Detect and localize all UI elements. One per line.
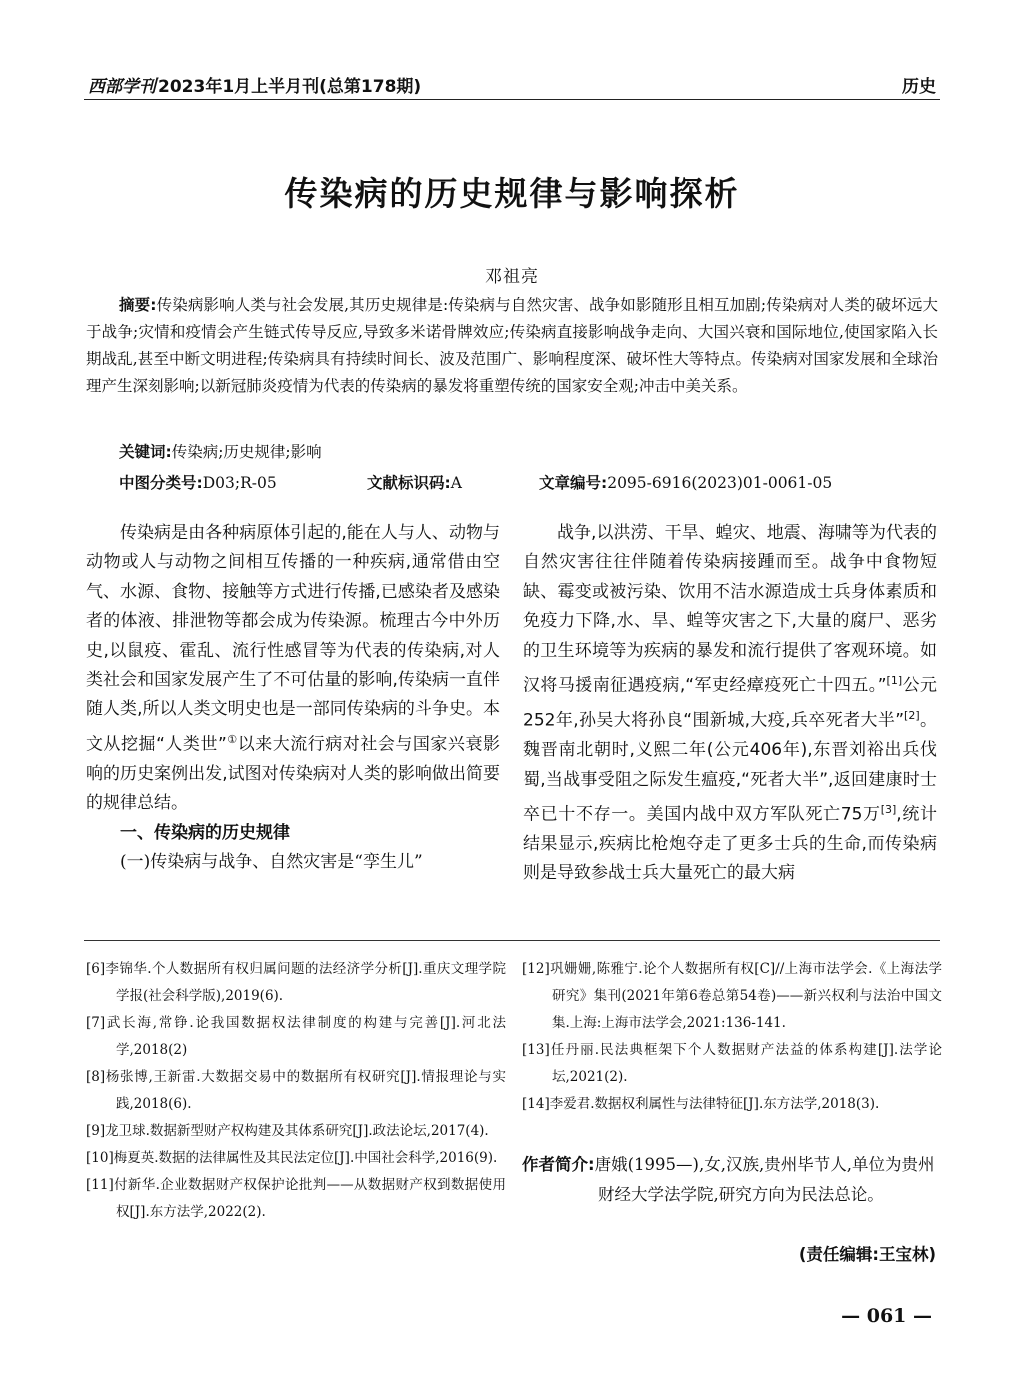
intro-text-a: 传染病是由各种病原体引起的,能在人与人、动物与动物或人与动物之间相互传播的一种疾病,通常借由空气、水源、食物、接触等方式进行传播,已感染者及感染者的体液、排泄物等都会成为传染源。梳理古今中外历史,以鼠疫、霍乱、流行性感冒等为代表的传染病,对人类社会和国家发展产生了不可估量的影响,传染病一直伴随人类,所以人类文明史也是一部同传染病的斗争史。本文从挖掘“人类世” [86,523,500,755]
section-name: 历史 [902,77,936,97]
abstract-label: 摘要: [119,296,157,314]
article-title: 传染病的历史规律与影响探析 [284,174,740,213]
reference-item: [13]任丹丽.民法典框架下个人数据财产法益的体系构建[J].法学论坛,2021(2). [522,1042,942,1085]
doc-value: A [450,474,462,492]
references-left [86,956,506,1226]
author-bio-label: 作者简介: [522,1155,595,1174]
keywords [119,440,322,462]
body-paragraph [523,519,937,889]
responsible-editor: (责任编辑:王宝林) [798,1245,936,1264]
article-label: 文章编号: [539,474,608,492]
header-rule [84,99,940,100]
author-bio-body [522,1150,940,1210]
section-heading: 一、传染病的历史规律 [120,822,290,843]
abstract [86,292,938,400]
article-number [539,471,832,493]
references-rule [84,940,940,941]
body-column-left [86,519,500,878]
reference-item: [14]李爱君.数据权利属性与法律特征[J].东方法学,2018(3). [522,1096,880,1112]
reference-item: [12]巩姗姗,陈雅宁.论个人数据所有权[C]//上海市法学会.《上海法学研究》集刊(2021年第6卷总第54卷)——新兴权利与法治中国文集.上海:上海市法学会,2021:136-141. [522,961,942,1031]
abstract-text: 传染病影响人类与社会发展,其历史规律是:传染病与自然灾害、战争如影随形且相互加剧;传染病对人类的破坏远大于战争;灾情和疫情会产生链式传导反应,导致多米诺骨牌效应;传染病直接影响战争走向、大国兴衰和国际地位,使国家陷入长期战乱,甚至中断文明进程;传染病具有持续时间长、波及范围广、影响程度深、破坏性大等特点。传染病对国家发展和全球治理产生深刻影响;以新冠肺炎疫情为代表的传染病的暴发将重塑传统的国家安全观;冲击中美关系。 [86,296,938,395]
reference-item: [8]杨张博,王新雷.大数据交易中的数据所有权研究[J].情报理论与实践,2018(6). [86,1069,506,1112]
keywords-label: 关键词: [119,443,172,461]
body-text-c: 。魏晋南北朝时,义熙二年(公元406年),东晋刘裕出兵伐蜀,当战事受阻之际发生瘟疫,“死者大半”,返回建康时士卒已十不存一。美国内战中双方军队死亡75万 [523,710,938,825]
reference-item: [11]付新华.企业数据财产权保护论批判——从数据财产权到数据使用权[J].东方法学,2022(2). [86,1177,506,1220]
author-bio [522,1150,940,1210]
reference-item: [6]李锦华.个人数据所有权归属问题的法经济学分析[J].重庆文理学院学报(社会科学版),2019(6). [86,961,506,1004]
intro-text-b: 以来大流行病对社会与国家兴衰影响的历史案例出发,试图对传染病对人类的影响做出简要的规律总结。 [86,734,500,814]
page-number: — 061 — [841,1305,932,1327]
body-text-d: ,统计结果显示,疾病比枪炮夺走了更多士兵的生命,而传染病则是导致参战士兵大量死亡的最大病 [523,804,937,884]
clc-code [119,471,277,493]
clc-label: 中图分类号: [119,474,203,492]
subsection-heading: (一)传染病与战争、自然灾害是“孪生儿” [120,852,423,873]
footnote-marker: ① [226,732,238,746]
article-value: 2095-6916(2023)01-0061-05 [607,474,833,492]
reference-item: [10]梅夏英.数据的法律属性及其民法定位[J].中国社会科学,2016(9). [86,1150,498,1166]
running-header-issue [88,72,421,97]
citation-2: [2] [904,709,920,723]
journal-logo: 西部学刊 [88,77,156,97]
keywords-text: 传染病;历史规律;影响 [171,443,322,461]
body-text-b: 公元252年,孙吴大将孙良“围新城,大疫,兵卒死者大半” [523,675,937,731]
citation-1: [1] [886,674,903,688]
issue-info: 2023年1月上半月刊(总第178期) [158,77,422,97]
body-column-right [523,519,937,889]
citation-3: [3] [880,802,897,816]
article-author: 邓祖亮 [485,267,539,287]
clc-value: D03;R-05 [202,474,277,492]
intro-paragraph [86,519,500,819]
doc-label: 文献标识码: [367,474,451,492]
doc-code [367,471,462,493]
references-right [522,956,942,1118]
author-bio-text: 唐娥(1995—),女,汉族,贵州毕节人,单位为贵州财经大学法学院,研究方向为民法总论。 [594,1155,935,1204]
reference-item: [7]武长海,常铮.论我国数据权法律制度的构建与完善[J].河北法学,2018(2) [86,1015,506,1058]
reference-item: [9]龙卫球.数据新型财产权构建及其体系研究[J].政法论坛,2017(4). [86,1123,489,1139]
body-text-a: 战争,以洪涝、干旱、蝗灾、地震、海啸等为代表的自然灾害往往伴随着传染病接踵而至。战争中食物短缺、霉变或被污染、饮用不洁水源造成士兵身体素质和免疫力下降,水、旱、蝗等灾害之下,大量的腐尸、恶劣的卫生环境等为疾病的暴发和流行提供了客观环境。如汉将马援南征遇疫病,“军吏经瘴疫死亡十四五。” [523,523,937,696]
